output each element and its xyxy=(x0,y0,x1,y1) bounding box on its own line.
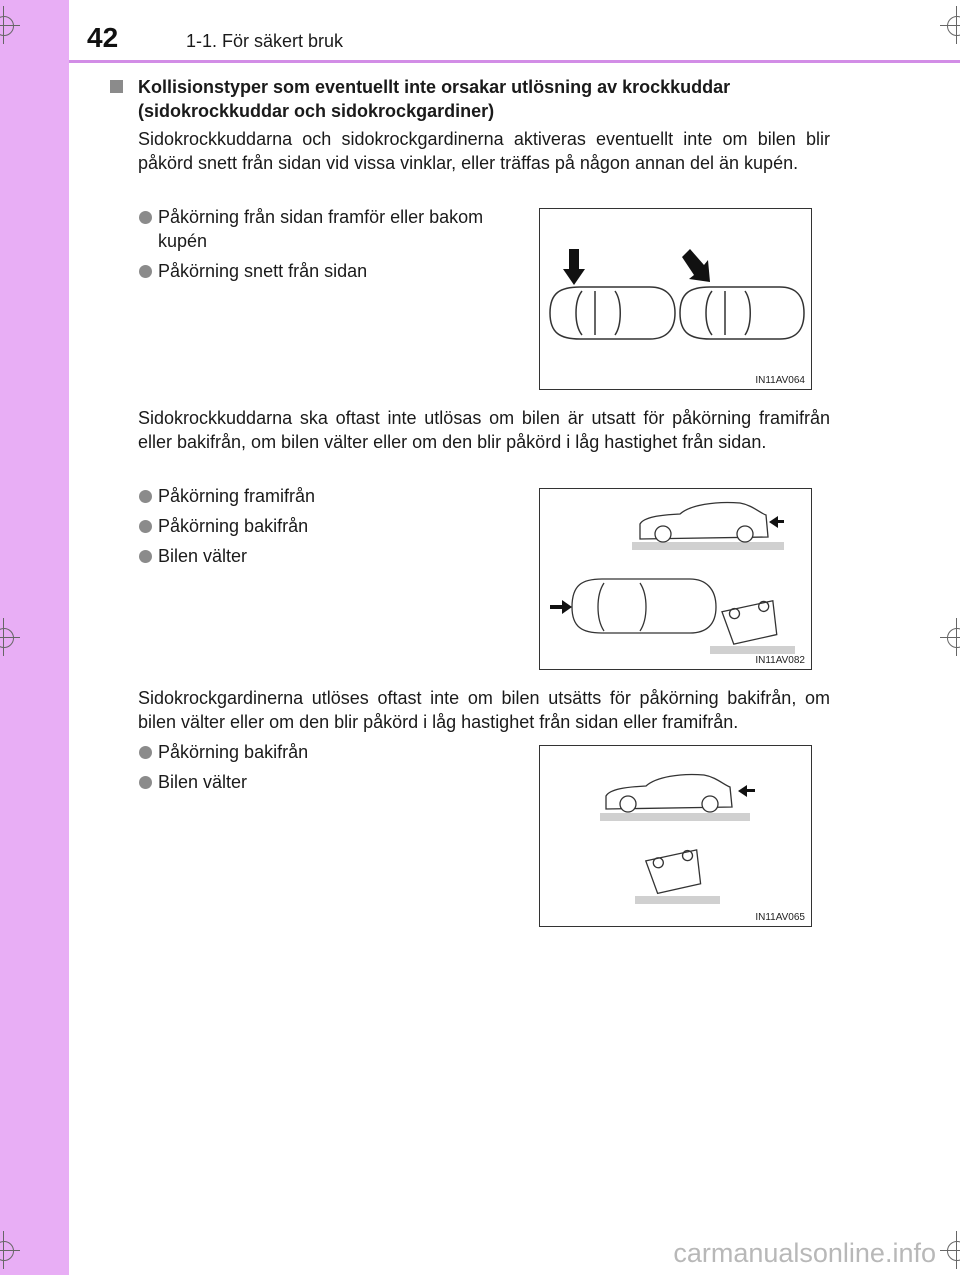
bullet-item: Påkörning snett från sidan xyxy=(139,259,524,283)
bullet-item: Påkörning bakifrån xyxy=(139,514,524,538)
bullet-dot-icon xyxy=(139,550,152,563)
paragraph-3: Sidokrockgardinerna utlöses oftast inte om bilen utsätts för påkörning bakifrån, om bilen välter eller om den blir påkörd i låg hastighet från sidan eller framifrån. xyxy=(138,688,830,732)
figure-code: IN11AV064 xyxy=(755,375,805,386)
front-rear-rollover-illustration xyxy=(540,489,811,669)
bullet-item: Påkörning framifrån xyxy=(139,484,524,508)
bullet-item: Påkörning från sidan framför eller bakom kupén xyxy=(139,205,524,253)
cars-top-view-illustration xyxy=(540,209,811,389)
rear-rollover-illustration xyxy=(540,746,811,926)
bullet-dot-icon xyxy=(139,490,152,503)
impact-arrows xyxy=(563,249,710,285)
square-bullet-icon xyxy=(110,80,123,93)
bullet-dot-icon xyxy=(139,776,152,789)
paragraph-1: Sidokrockkuddarna och sidokrockgardinerna aktiveras eventuellt inte om bilen blir påkörd snett från sidan vid vissa vinklar, eller träffas på någon annan del än kupén. xyxy=(138,129,830,173)
bullet-dot-icon xyxy=(139,265,152,278)
figure-code: IN11AV065 xyxy=(755,912,805,923)
paragraph-2: Sidokrockkuddarna ska oftast inte utlösas om bilen är utsatt för påkörning framifrån eller bakifrån, om bilen välter eller om den blir påkörd i låg hastighet från sidan. xyxy=(138,408,830,452)
figure-rear-rollover xyxy=(539,745,812,927)
page-number: 42 xyxy=(87,22,119,53)
bullet-dot-icon xyxy=(139,746,152,759)
figure-front-rear-rollover xyxy=(539,488,812,670)
bullet-item: Bilen välter xyxy=(139,770,524,794)
section-title: 1-1. För säkert bruk xyxy=(186,31,344,51)
figure-side-impact xyxy=(539,208,812,390)
bullet-dot-icon xyxy=(139,211,152,224)
bullet-dot-icon xyxy=(139,520,152,533)
header-rule xyxy=(69,60,960,63)
watermark: carmanualsonline.info xyxy=(673,1238,936,1268)
heading-text: Kollisionstyper som eventuellt inte orsakar utlösning av krockkuddar (sidokrockkuddar och sidokrockgardiner) xyxy=(138,77,731,121)
bullet-item: Påkörning bakifrån xyxy=(139,740,524,764)
bullet-item: Bilen välter xyxy=(139,544,524,568)
figure-code: IN11AV082 xyxy=(755,655,805,666)
